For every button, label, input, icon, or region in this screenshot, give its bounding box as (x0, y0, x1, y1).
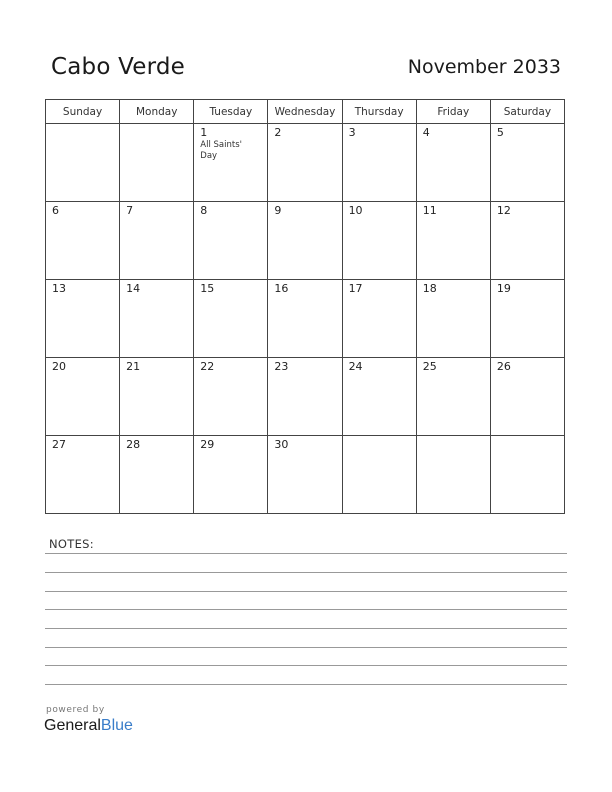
day-number: 30 (274, 438, 289, 451)
note-line (45, 684, 567, 685)
day-cell (342, 436, 416, 514)
day-cell (342, 124, 416, 202)
day-number: 9 (274, 204, 282, 217)
day-number: 3 (348, 126, 356, 139)
month-year-title: November 2033 (407, 56, 561, 78)
day-cell (194, 124, 268, 202)
day-cell (342, 358, 416, 436)
week-row (46, 280, 565, 358)
day-number: 5 (496, 126, 504, 139)
day-cell (46, 358, 120, 436)
holiday-label: All Saints' Day (200, 140, 242, 161)
weekday-header: Tuesday (194, 100, 268, 124)
brand-general-text: General (44, 717, 101, 734)
brand-logo (44, 717, 133, 735)
day-number: 16 (274, 282, 289, 295)
day-number: 25 (422, 360, 437, 373)
day-cell (194, 280, 268, 358)
day-number: 20 (52, 360, 66, 373)
day-cell (490, 358, 564, 436)
day-cell (490, 280, 564, 358)
day-number: 4 (422, 126, 430, 139)
day-number: 21 (126, 360, 141, 373)
country-title: Cabo Verde (51, 54, 186, 80)
powered-by-text: powered by (46, 705, 105, 715)
calendar-weeks (46, 124, 565, 514)
day-number: 6 (52, 204, 59, 217)
note-line (45, 591, 567, 592)
day-cell (120, 358, 194, 436)
day-number: 10 (348, 204, 363, 217)
day-cell (490, 436, 564, 514)
note-line (45, 628, 567, 629)
day-cell (194, 436, 268, 514)
day-number: 26 (496, 360, 511, 373)
day-cell (268, 358, 342, 436)
day-cell (416, 124, 490, 202)
day-cell (416, 202, 490, 280)
day-cell (120, 124, 194, 202)
note-line (45, 647, 567, 648)
note-line (45, 553, 567, 554)
day-cell (46, 280, 120, 358)
weekday-header-row (46, 100, 565, 124)
day-number: 18 (422, 282, 437, 295)
day-number: 2 (274, 126, 282, 139)
week-row (46, 202, 565, 280)
weekday-header: Saturday (490, 100, 564, 124)
day-cell (120, 280, 194, 358)
day-cell (416, 436, 490, 514)
calendar-grid (45, 99, 565, 514)
weekday-header: Monday (120, 100, 194, 124)
day-number: 12 (496, 204, 511, 217)
day-number: 11 (422, 204, 437, 217)
day-number: 29 (200, 438, 215, 451)
weekday-header: Thursday (342, 100, 416, 124)
note-line (45, 665, 567, 666)
weekday-header: Friday (416, 100, 490, 124)
day-number: 14 (126, 282, 141, 295)
day-cell (120, 436, 194, 514)
day-cell (268, 280, 342, 358)
week-row (46, 436, 565, 514)
day-number: 7 (126, 204, 134, 217)
day-cell (268, 124, 342, 202)
day-cell (268, 202, 342, 280)
day-cell (342, 202, 416, 280)
weekday-header: Wednesday (268, 100, 342, 124)
note-line (45, 609, 567, 610)
day-number: 17 (348, 282, 363, 295)
day-cell (194, 202, 268, 280)
day-cell (416, 358, 490, 436)
week-row (46, 358, 565, 436)
day-cell (416, 280, 490, 358)
day-number: 8 (200, 204, 208, 217)
day-cell (46, 124, 120, 202)
day-number: 28 (126, 438, 141, 451)
day-cell (194, 358, 268, 436)
day-cell (46, 202, 120, 280)
day-number: 27 (52, 438, 66, 451)
brand-blue-text: Blue (100, 717, 133, 734)
day-number: 1 (200, 126, 208, 139)
day-number: 23 (274, 360, 289, 373)
note-line (45, 572, 567, 573)
day-cell (342, 280, 416, 358)
day-cell (490, 124, 564, 202)
day-number: 22 (200, 360, 215, 373)
day-number: 13 (52, 282, 66, 295)
day-cell (120, 202, 194, 280)
weekday-header: Sunday (46, 100, 120, 124)
day-cell (268, 436, 342, 514)
week-row (46, 124, 565, 202)
day-cell (490, 202, 564, 280)
day-cell (46, 436, 120, 514)
notes-label: NOTES: (49, 537, 94, 551)
day-number: 19 (496, 282, 511, 295)
day-number: 15 (200, 282, 215, 295)
day-number: 24 (348, 360, 363, 373)
